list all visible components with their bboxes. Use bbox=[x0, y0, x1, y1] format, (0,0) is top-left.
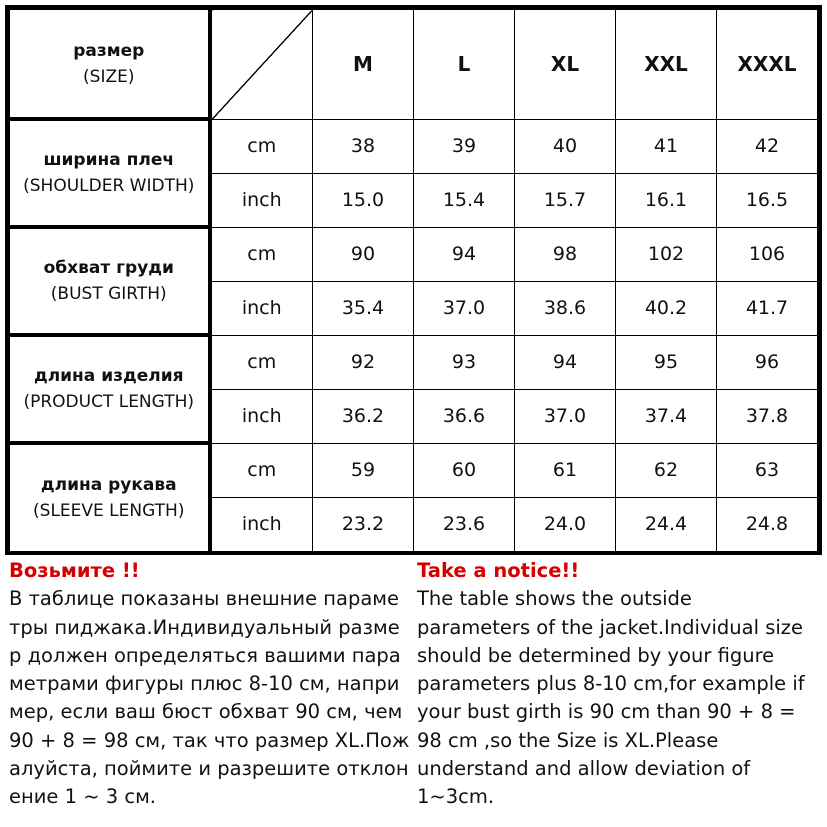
value-cell: 23.2 bbox=[313, 497, 414, 551]
sleeve-length-label bbox=[10, 443, 210, 551]
size-xl: XL bbox=[515, 10, 616, 120]
value-cell: 40.2 bbox=[616, 281, 717, 335]
size-header-label bbox=[10, 10, 210, 120]
value-cell: 94 bbox=[414, 227, 515, 281]
unit-cell: inch bbox=[210, 497, 313, 551]
notice-title-ru: Возьмите !! bbox=[9, 559, 140, 582]
size-label-en: (SIZE) bbox=[83, 66, 135, 87]
value-cell: 102 bbox=[616, 227, 717, 281]
label-ru: ширина плеч bbox=[43, 150, 175, 170]
notice-english bbox=[417, 557, 822, 812]
bust-girth-label bbox=[10, 227, 210, 335]
notice-line: 1~3cm. bbox=[417, 785, 495, 809]
notice-line: should be determined by your figure bbox=[417, 643, 775, 667]
table-row bbox=[10, 227, 818, 281]
value-cell: 61 bbox=[515, 443, 616, 497]
size-chart bbox=[5, 5, 822, 555]
value-cell: 36.6 bbox=[414, 389, 515, 443]
notice-russian bbox=[9, 557, 414, 812]
value-cell: 98 bbox=[515, 227, 616, 281]
table-row bbox=[10, 119, 818, 173]
notice-line: your bust girth is 90 cm than 90 + 8 = bbox=[417, 700, 796, 724]
product-length-label bbox=[10, 335, 210, 443]
notice-line: understand and allow deviation of bbox=[417, 757, 751, 781]
value-cell: 92 bbox=[313, 335, 414, 389]
value-cell: 16.5 bbox=[717, 173, 818, 227]
value-cell: 93 bbox=[414, 335, 515, 389]
unit-cell: cm bbox=[210, 443, 313, 497]
notes-section bbox=[0, 557, 827, 827]
notice-line: parameters plus 8-10 cm,for example if bbox=[417, 672, 805, 696]
unit-cell: cm bbox=[210, 335, 313, 389]
notice-line: тры пиджака.Индивидуальный разме bbox=[9, 615, 400, 639]
label-ru: длина рукава bbox=[40, 475, 177, 495]
value-cell: 24.0 bbox=[515, 497, 616, 551]
unit-cell: inch bbox=[210, 173, 313, 227]
unit-cell: cm bbox=[210, 119, 313, 173]
table-row bbox=[10, 443, 818, 497]
value-cell: 60 bbox=[414, 443, 515, 497]
notice-line: The table shows the outside bbox=[417, 587, 692, 611]
value-cell: 16.1 bbox=[616, 173, 717, 227]
value-cell: 95 bbox=[616, 335, 717, 389]
label-en: (PRODUCT LENGTH) bbox=[23, 392, 195, 412]
unit-cell: inch bbox=[210, 389, 313, 443]
label-ru: длина изделия bbox=[33, 366, 184, 386]
value-cell: 39 bbox=[414, 119, 515, 173]
size-table bbox=[9, 9, 818, 552]
value-cell: 63 bbox=[717, 443, 818, 497]
value-cell: 37.8 bbox=[717, 389, 818, 443]
notice-line: мер, если ваш бюст обхват 90 см, чем bbox=[9, 700, 403, 724]
notice-line: р должен определяться вашими пара bbox=[9, 643, 401, 667]
size-l: L bbox=[414, 10, 515, 120]
value-cell: 41 bbox=[616, 119, 717, 173]
value-cell: 106 bbox=[717, 227, 818, 281]
value-cell: 90 bbox=[313, 227, 414, 281]
value-cell: 37.4 bbox=[616, 389, 717, 443]
value-cell: 15.4 bbox=[414, 173, 515, 227]
value-cell: 96 bbox=[717, 335, 818, 389]
notice-line: 98 cm ,so the Size is XL.Please bbox=[417, 728, 719, 752]
value-cell: 24.8 bbox=[717, 497, 818, 551]
table-row bbox=[10, 335, 818, 389]
value-cell: 38.6 bbox=[515, 281, 616, 335]
value-cell: 94 bbox=[515, 335, 616, 389]
value-cell: 36.2 bbox=[313, 389, 414, 443]
value-cell: 41.7 bbox=[717, 281, 818, 335]
value-cell: 23.6 bbox=[414, 497, 515, 551]
size-m: M bbox=[313, 10, 414, 120]
notice-line: parameters of the jacket.Individual size bbox=[417, 615, 804, 639]
notice-title-en: Take a notice!! bbox=[417, 559, 580, 582]
value-cell: 40 bbox=[515, 119, 616, 173]
shoulder-width-label bbox=[10, 119, 210, 227]
size-xxxl: XXXL bbox=[717, 10, 818, 120]
value-cell: 37.0 bbox=[414, 281, 515, 335]
value-cell: 42 bbox=[717, 119, 818, 173]
notice-line: метрами фигуры плюс 8-10 см, напри bbox=[9, 672, 400, 696]
header-row bbox=[10, 10, 818, 120]
notice-line: алуйста, поймите и разрешите отклон bbox=[9, 757, 409, 781]
value-cell: 59 bbox=[313, 443, 414, 497]
notice-line: В таблице показаны внешние параме bbox=[9, 587, 400, 611]
label-en: (BUST GIRTH) bbox=[50, 284, 167, 304]
unit-cell: inch bbox=[210, 281, 313, 335]
value-cell: 15.7 bbox=[515, 173, 616, 227]
value-cell: 24.4 bbox=[616, 497, 717, 551]
value-cell: 37.0 bbox=[515, 389, 616, 443]
size-label-ru: размер bbox=[73, 40, 145, 61]
notice-line: 90 + 8 = 98 см, так что размер XL.Пож bbox=[9, 728, 410, 752]
value-cell: 62 bbox=[616, 443, 717, 497]
diagonal-corner-cell bbox=[210, 10, 313, 120]
value-cell: 15.0 bbox=[313, 173, 414, 227]
value-cell: 38 bbox=[313, 119, 414, 173]
notice-line: ение 1 ~ 3 см. bbox=[9, 785, 156, 809]
size-xxl: XXL bbox=[616, 10, 717, 120]
label-ru: обхват груди bbox=[43, 258, 174, 278]
unit-cell: cm bbox=[210, 227, 313, 281]
label-en: (SLEEVE LENGTH) bbox=[33, 501, 185, 521]
label-en: (SHOULDER WIDTH) bbox=[23, 176, 195, 196]
value-cell: 35.4 bbox=[313, 281, 414, 335]
